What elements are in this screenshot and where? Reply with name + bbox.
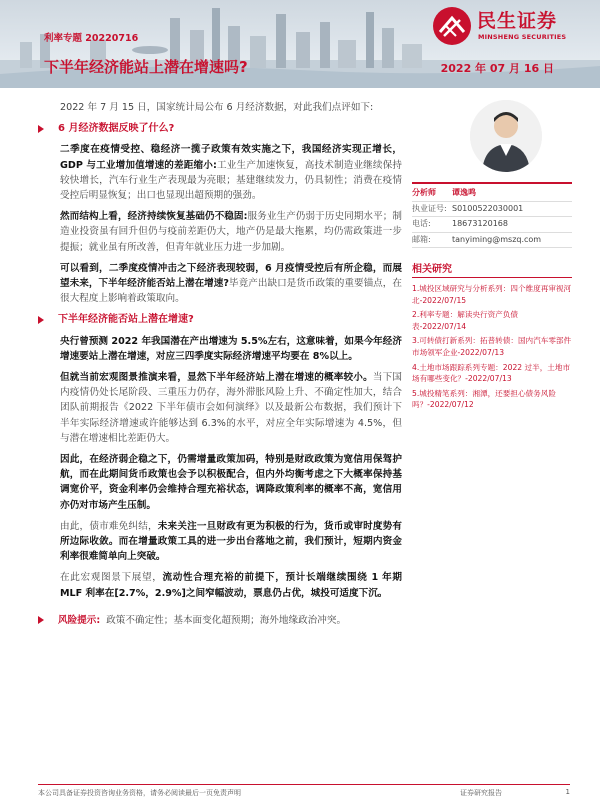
intro-paragraph: 2022 年 7 月 15 日，国家统计局公布 6 月经济数据，对此我们点评如下: (60, 102, 374, 113)
related-item[interactable]: 2.利率专题：解读央行资产负债表-2022/07/14 (412, 310, 518, 331)
email-row: 邮箱: tanyiming@mszq.com (412, 233, 572, 249)
header-banner (0, 0, 600, 88)
arrow-bullet-icon (38, 316, 44, 324)
cert-row: 执业证号: S0100522030001 (412, 202, 572, 218)
related-item[interactable]: 3.可转债打新系列：拓普转债：国内汽车零部件市场领军企业-2022/07/13 (412, 336, 572, 357)
paragraph-7: 由此，债市难免纠结，未来关注一旦财政有更为积极的行为，货币或审时度势有所边际收敛。而在增量政策工具的进一步出台落地之前，我们预计，短期内资金利率很难简单向上突破。 (60, 520, 403, 563)
paragraph-6: 因此，在经济弱企稳之下，仍需增量政策加码，特别是财政政策为宽信用保驾护航，而在此期间货币政策也会予以积极配合，但内外均衡考虑之下大概率保持基调宽价平，资金利率仍会维持合理充裕状态，调降政策利率的概率不高，宽信用亦仍对市场产生压制。 (60, 454, 402, 511)
risk-warning (38, 613, 402, 628)
sidebar (412, 100, 572, 414)
section-heading-2 (38, 312, 402, 327)
analyst-avatar-icon (470, 100, 542, 172)
paragraph-4: 央行曾预测 2022 年我国潜在产出增速为 5.5%左右，这意味着，如果今年经济增速要站上潜在增速，对应三四季度实际经济增速平均要在 8%以上。 (60, 335, 402, 362)
paragraph-1: 二季度在疫情受控、稳经济一揽子政策有效实施之下，我国经济实现正增长，GDP 与工业增加值增速的差距缩小:工业生产加速恢复，高技术制造业继续保持较快增长，汽车行业生产表现最为亮眼；基建继续发力，仍具韧性；消费在疫情受控后明显恢复；出口也显现出超预期的强劲。 (60, 144, 403, 202)
email-link[interactable]: tanyiming@mszq.com (452, 234, 542, 244)
section-heading-2-text: 下半年经济能否站上潜在增速? (58, 314, 194, 326)
risk-text: 政策不确定性；基本面变化超预期；海外地缘政治冲突。 (106, 614, 347, 626)
minsheng-logo-icon (432, 6, 472, 46)
related-item[interactable]: 5.城投精笔系列：湘潭，还要担心债务风险吗？-2022/07/12 (412, 388, 556, 410)
risk-label: 风险提示: (58, 614, 101, 626)
related-item[interactable]: 4.土地市场跟踪系列专题：2022 过半，土地市场有哪些变化？-2022/07/13 (412, 362, 571, 384)
footer-disclaimer: 本公司具备证券投资咨询业务资格，请务必阅读最后一页免责声明 (38, 789, 241, 797)
report-date: 2022 年 07 月 16 日 (440, 62, 554, 75)
analyst-row: 分析师 谭逸鸣 (412, 182, 572, 202)
related-item[interactable]: 1.城投区域研究与分析系列：四个维度再审视河北-2022/07/15 (412, 284, 572, 305)
footer-doc-type: 证券研究报告 (460, 789, 502, 797)
tel-row: 电话: 18673120168 (412, 217, 572, 233)
analyst-photo (470, 100, 542, 172)
analyst-name: 谭逸鸣 (452, 188, 476, 197)
paragraph-2: 然而结构上看，经济持续恢复基础仍不稳固:服务业生产仍弱于历史同期水平；制造业投资虽有回升但仍与疫前差距仍大，地产仍是最大拖累，均仍需政策进一步提振；就业虽有所改善，但青年就业压力进一步加剧。 (60, 211, 403, 253)
paragraph-3: 可以看到，二季度疫情冲击之下经济表现较弱，6 月疫情受控后有所企稳，而展望未来，下半年经济能否站上潜在增速?毕竟产出缺口是货币政策的重要锚点，在很大程度上影响着政策取向。 (60, 262, 403, 305)
related-research-list (412, 283, 572, 411)
section-heading-1-text: 6 月经济数据反映了什么? (58, 123, 175, 135)
paragraph-8: 在此宏观图景下展望，流动性合理充裕的前提下，预计长端继续围绕 1 年期 MLF 利率在[2.7%，2.9%]之间窄幅波动，票息仍占优，城投可适度下沉。 (60, 572, 403, 599)
section-heading-1 (38, 121, 402, 136)
main-content (38, 100, 402, 628)
analyst-info (412, 182, 572, 248)
footer (38, 784, 570, 798)
report-tag: 利率专题 20220716 (44, 33, 139, 44)
paragraph-5: 但就当前宏观图景推演来看，显然下半年经济站上潜在增速的概率较小。当下国内疫情仍处长尾阶段、三重压力仍存，海外滞胀风险上升、不确定性加大，结合团队前期报告《2022 下半年债市会如何演绎》以及最新公布数据，我们预计下半年实际经济增速或许能够达到 6.3%的水平，对应全年实际增速为 4.5%，但与潜在增速相比差距仍大。 (60, 372, 403, 444)
company-logo (432, 6, 582, 46)
logo-text-en: MINSHENG SECURITIES (478, 33, 567, 41)
arrow-bullet-icon (38, 125, 44, 133)
related-research-title: 相关研究 (412, 260, 572, 278)
logo-text-cn: 民生证券 (477, 10, 558, 32)
report-title: 下半年经济能站上潜在增速吗? (44, 58, 248, 76)
arrow-bullet-icon (38, 616, 44, 624)
page-number: 1 (565, 788, 570, 796)
